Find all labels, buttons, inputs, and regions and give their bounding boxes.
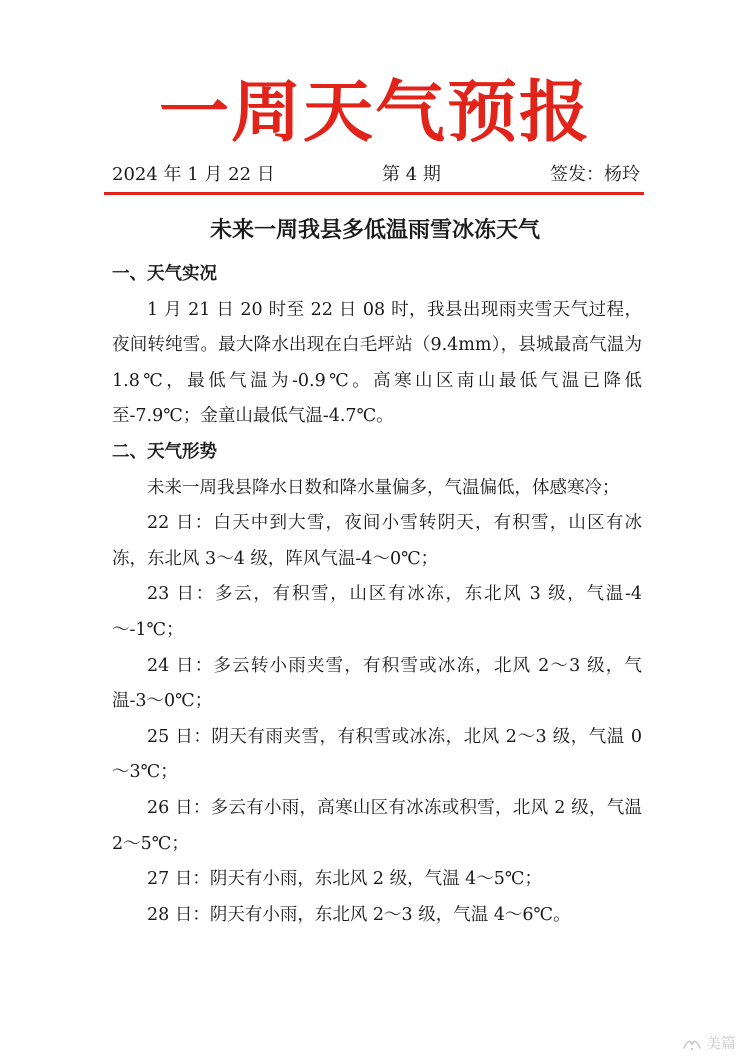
forecast-day-22: 22 日：白天中到大雪，夜间小雪转阴天，有积雪，山区有冰冻，东北风 3～4 级，阵风气温-4～0℃； (112, 513, 642, 569)
issue-info-line (112, 162, 640, 188)
meipian-logo-icon (683, 1036, 701, 1050)
document-body (112, 257, 642, 933)
paragraph-observations: 1 月 21 日 20 时至 22 日 08 时，我县出现雨夹雪天气过程，夜间转纯雪。最大降水出现在白毛坪站（9.4mm），县城最高气温为 1.8℃，最低气温为-0.9℃。高寒山区南山最低气温已降低至-7.9℃；金童山最低气温-4.7℃。 (112, 299, 642, 427)
forecast-day-28: 28 日：阴天有小雨，东北风 2～3 级，气温 4～6℃。 (147, 904, 571, 925)
watermark (683, 1033, 736, 1053)
issue-number: 第 4 期 (382, 164, 441, 185)
masthead-title: 一周天气预报 (159, 72, 591, 152)
paragraph-outlook-summary: 未来一周我县降水日数和降水量偏多，气温偏低，体感寒冷； (147, 477, 620, 498)
forecast-day-24: 24 日：多云转小雨夹雪，有积雪或冰冻，北风 2～3 级，气温-3～0℃； (112, 655, 642, 712)
forecast-day-25: 25 日：阴天有雨夹雪，有积雪或冰冻，北风 2～3 级，气温 0～3℃； (112, 726, 642, 783)
forecast-day-26: 26 日：多云有小雨，高寒山区有冰冻或积雪，北风 2 级，气温 2～5℃； (112, 797, 642, 854)
red-divider (104, 192, 644, 195)
document-title: 未来一周我县多低温雨雪冰冻天气 (209, 218, 540, 243)
issue-date: 2024 年 1 月 22 日 (112, 164, 275, 185)
issue-signer: 签发：杨玲 (550, 164, 640, 185)
section-heading-outlook: 二、天气形势 (112, 441, 217, 462)
forecast-day-23: 23 日：多云，有积雪，山区有冰冻，东北风 3 级，气温-4～-1℃； (112, 584, 642, 640)
watermark-text: 美篇 (705, 1034, 736, 1052)
section-heading-observations: 一、天气实况 (112, 264, 217, 284)
forecast-day-27: 27 日：阴天有小雨，东北风 2 级，气温 4～5℃； (147, 869, 542, 890)
